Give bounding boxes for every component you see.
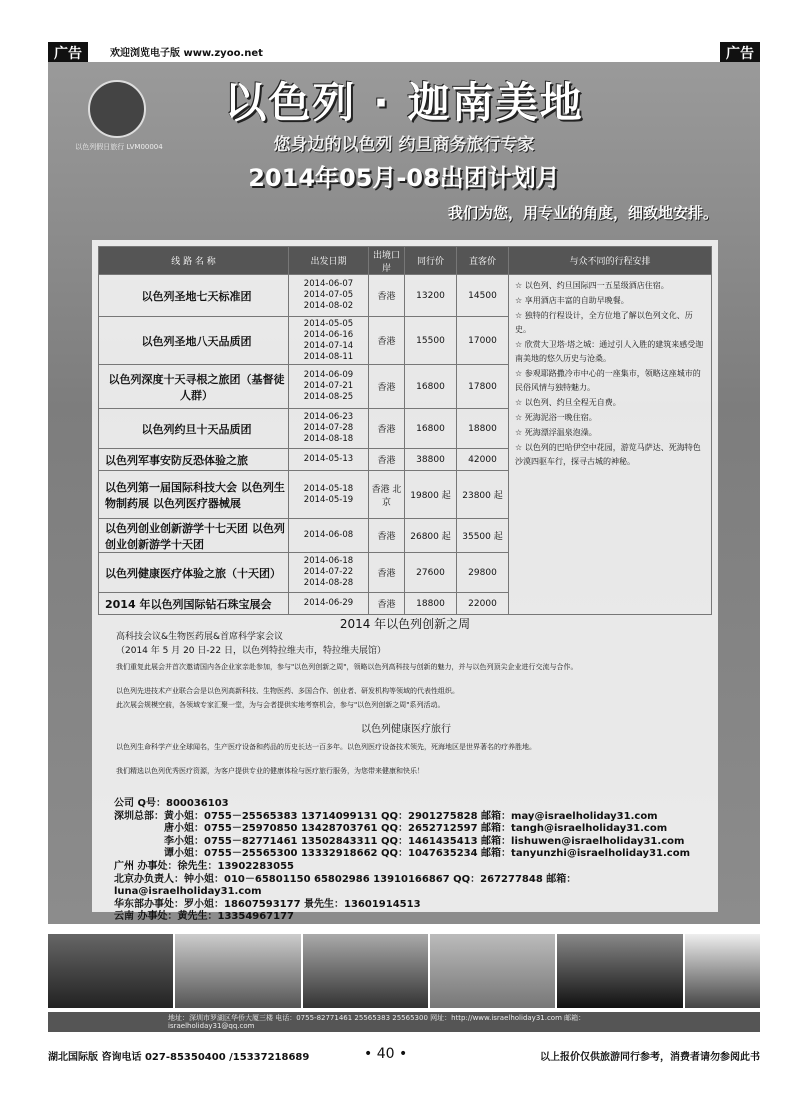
route-port: 香港: [369, 519, 405, 553]
footer-disclaimer: 以上报价仅供旅游同行参考，消费者请勿参阅此书: [540, 1052, 760, 1063]
route-peer-price: 18800: [405, 593, 457, 615]
contact-row: 深圳总部：黄小姐：0755－25565383 13714099131 QQ：2901275828 邮箱：may@israelholiday31.com: [114, 810, 658, 822]
innovation-week-line1: 高科技会议&生物医药展&首席科学家会议: [116, 632, 284, 642]
footer-hotline: 湖北国际版 咨询电话 027-85350400 /15337218689: [48, 1052, 310, 1063]
health-travel-title: 以色列健康医疗旅行: [361, 724, 451, 735]
photo-old-city: [303, 934, 428, 1008]
contact-row: 谭小姐：0755－25565300 13332918662 QQ：1047635234 邮箱：tanyunzhi@israelholiday31.com: [164, 848, 690, 860]
contact-row: 李小姐：0755－82771461 13502843311 QQ：1461435413 邮箱：lishuwen@israelholiday31.com: [164, 835, 685, 847]
photo-people: [685, 934, 760, 1008]
photo-night-view: [557, 934, 682, 1008]
route-dates: 2014-05-18 2014-05-19: [289, 471, 369, 519]
header-port: 出境口岸: [369, 247, 405, 275]
top-bar: [48, 42, 760, 60]
route-port: 香港: [369, 365, 405, 409]
route-direct-price: 17800: [457, 365, 509, 409]
site-url[interactable]: 欢迎浏览电子版 www.zyoo.net: [110, 48, 263, 59]
innovation-week-title: 2014 年以色列创新之周: [339, 617, 471, 631]
ad-badge-right: 广告: [720, 42, 760, 64]
highlight-item: ☆ 欣赏大卫塔·塔之城：通过引人入胜的建筑来感受迦南美地的悠久历史与沧桑。: [515, 340, 704, 363]
route-direct-price: 35500 起: [457, 519, 509, 553]
route-direct-price: 18800: [457, 409, 509, 449]
route-direct-price: 22000: [457, 593, 509, 615]
route-direct-price: 23800 起: [457, 471, 509, 519]
hero-tagline: 我们为您，用专业的角度，细致地安排。: [447, 204, 718, 222]
health-travel-para1: 以色列生命科学产业全球闻名，生产医疗设备和药品的历史长达一百多年。以色列医疗设备技术领先，死海地区是世界著名的疗养胜地。: [116, 743, 536, 751]
route-name: 以色列创业创新游学十七天团 以色列创业创新游学十天团: [99, 519, 289, 553]
route-dates: 2014-06-09 2014-07-21 2014-08-25: [289, 365, 369, 409]
highlight-item: ☆ 享用酒店丰富的自助早晚餐。: [515, 296, 629, 305]
highlight-item: ☆ 死海泥浴一晚住宿。: [515, 413, 597, 422]
route-port: 香港: [369, 553, 405, 593]
route-peer-price: 15500: [405, 317, 457, 365]
innovation-week-line2: （2014 年 5 月 20 日-22 日，以色列特拉维夫市，特拉维夫展馆）: [116, 646, 386, 656]
contact-row: 唐小姐：0755－25970850 13428703761 QQ：2652712597 邮箱：tangh@israelholiday31.com: [164, 823, 668, 835]
tour-table: [98, 246, 712, 615]
route-direct-price: 29800: [457, 553, 509, 593]
page-number: • 40 •: [364, 1046, 408, 1062]
route-name: 2014 年以色列国际钻石珠宝展会: [99, 593, 289, 615]
highlights-list: [509, 275, 712, 615]
hero-plan: 2014年05月-08出团计划月: [248, 164, 560, 192]
innovation-week-para3: 此次展会规模空前，各领域专家汇聚一堂，为与会者提供实地考察机会，参与"以色列创新之周"系列活动。: [116, 701, 445, 709]
header-date: 出发日期: [289, 247, 369, 275]
innovation-week-para2: 以色列先进技术产业联合会是以色列高新科技、生物医药、多国合作、创业者、研发机构等领域的代表性组织。: [116, 687, 459, 695]
route-direct-price: 17000: [457, 317, 509, 365]
contact-block: [114, 798, 718, 924]
photo-canyon: [48, 934, 173, 1008]
route-name: 以色列深度十天寻根之旅团（基督徒人群）: [99, 365, 289, 409]
route-peer-price: 13200: [405, 275, 457, 317]
highlight-item: ☆ 死海漂浮温泉泡澡。: [515, 428, 597, 437]
contact-row: 华东部办事处：罗小姐：18607593177 景先生：13601914513: [114, 898, 421, 910]
route-dates: 2014-06-07 2014-07-05 2014-08-02: [289, 275, 369, 317]
highlight-item: ☆ 参观耶路撒冷市中心的一座集市，领略这座城市的民俗风情与独特魅力。: [515, 369, 701, 392]
advertisement: [48, 62, 760, 924]
route-port: 香港 北京: [369, 471, 405, 519]
route-peer-price: 16800: [405, 365, 457, 409]
highlight-item: ☆ 独特的行程设计，全方位地了解以色列文化、历史。: [515, 311, 693, 334]
route-name: 以色列约旦十天品质团: [99, 409, 289, 449]
header-highlights: 与众不同的行程安排: [509, 247, 712, 275]
route-port: 香港: [369, 409, 405, 449]
route-name: 以色列圣地八天品质团: [99, 317, 289, 365]
route-name: 以色列军事安防反恐体验之旅: [99, 449, 289, 471]
address-bar: 地址：深圳市罗湖区华侨大厦三楼 电话：0755-82771461 25565383 25565300 网址：http://www.israelholiday31.com 邮箱：israelholiday31@qq.com: [48, 1012, 760, 1032]
route-name: 以色列圣地七天标准团: [99, 275, 289, 317]
content-panel: [92, 240, 718, 923]
route-port: 香港: [369, 275, 405, 317]
ad-badge-left: 广告: [48, 42, 88, 64]
route-peer-price: 19800 起: [405, 471, 457, 519]
company-qq: 公司 Q号：800036103: [114, 798, 229, 809]
route-port: 香港: [369, 317, 405, 365]
route-dates: 2014-05-05 2014-06-16 2014-07-14 2014-08-11: [289, 317, 369, 365]
innovation-week-para1: 我们重复此展会并首次邀请国内各企业家亲赴参加，参与"以色列创新之周"，领略以色列高科技与创新的魅力，并与以色列顶尖企业进行交流与合作。: [116, 663, 578, 671]
highlight-item: ☆ 以色列的巴哈伊空中花园，游览马萨达、死海特色沙漠四驱车行，探寻古城的神秘。: [515, 443, 701, 466]
route-peer-price: 16800: [405, 409, 457, 449]
route-dates: 2014-06-18 2014-07-22 2014-08-28: [289, 553, 369, 593]
route-port: 香港: [369, 449, 405, 471]
table-header: [99, 247, 712, 275]
hero-subtitle: 您身边的以色列 约旦商务旅行专家: [273, 135, 535, 155]
route-dates: 2014-06-08: [289, 519, 369, 553]
photo-strip: [48, 934, 760, 1008]
page-footer: [48, 1048, 760, 1062]
header-peer-price: 同行价: [405, 247, 457, 275]
contact-row: 云南 办事处：黄先生：13354967177: [114, 911, 295, 923]
route-direct-price: 42000: [457, 449, 509, 471]
table-row: [99, 275, 712, 317]
logo-caption: 以色列假日旅行 LVM00004: [75, 143, 163, 151]
route-direct-price: 14500: [457, 275, 509, 317]
route-name: 以色列第一届国际科技大会 以色列生物制药展 以色列医疗器械展: [99, 471, 289, 519]
route-dates: 2014-05-13: [289, 449, 369, 471]
hero-title: 以色列 · 迦南美地: [224, 78, 584, 127]
contact-row: 广州 办事处：徐先生：13902283055: [114, 860, 295, 872]
route-peer-price: 38800: [405, 449, 457, 471]
health-travel-para2: 我们精选以色列优秀医疗资源，为客户提供专业的健康体检与医疗旅行服务，为您带来健康和快乐！: [116, 767, 424, 775]
highlight-item: ☆ 以色列、约旦国际四一五星级酒店住宿。: [515, 281, 669, 290]
route-peer-price: 26800 起: [405, 519, 457, 553]
contact-row: 北京办负责人：钟小姐：010－65801150 65802986 13910166867 QQ：267277848 邮箱：luna@israelholiday31.com: [114, 873, 577, 898]
route-peer-price: 27600: [405, 553, 457, 593]
photo-dead-sea: [430, 934, 555, 1008]
route-dates: 2014-06-29: [289, 593, 369, 615]
route-dates: 2014-06-23 2014-07-28 2014-08-18: [289, 409, 369, 449]
photo-sea-sunset: [175, 934, 300, 1008]
route-name: 以色列健康医疗体验之旅（十天团）: [99, 553, 289, 593]
highlight-item: ☆ 以色列、约旦全程无自费。: [515, 398, 621, 407]
header-route: 线 路 名 称: [99, 247, 289, 275]
header-direct-price: 直客价: [457, 247, 509, 275]
route-port: 香港: [369, 593, 405, 615]
